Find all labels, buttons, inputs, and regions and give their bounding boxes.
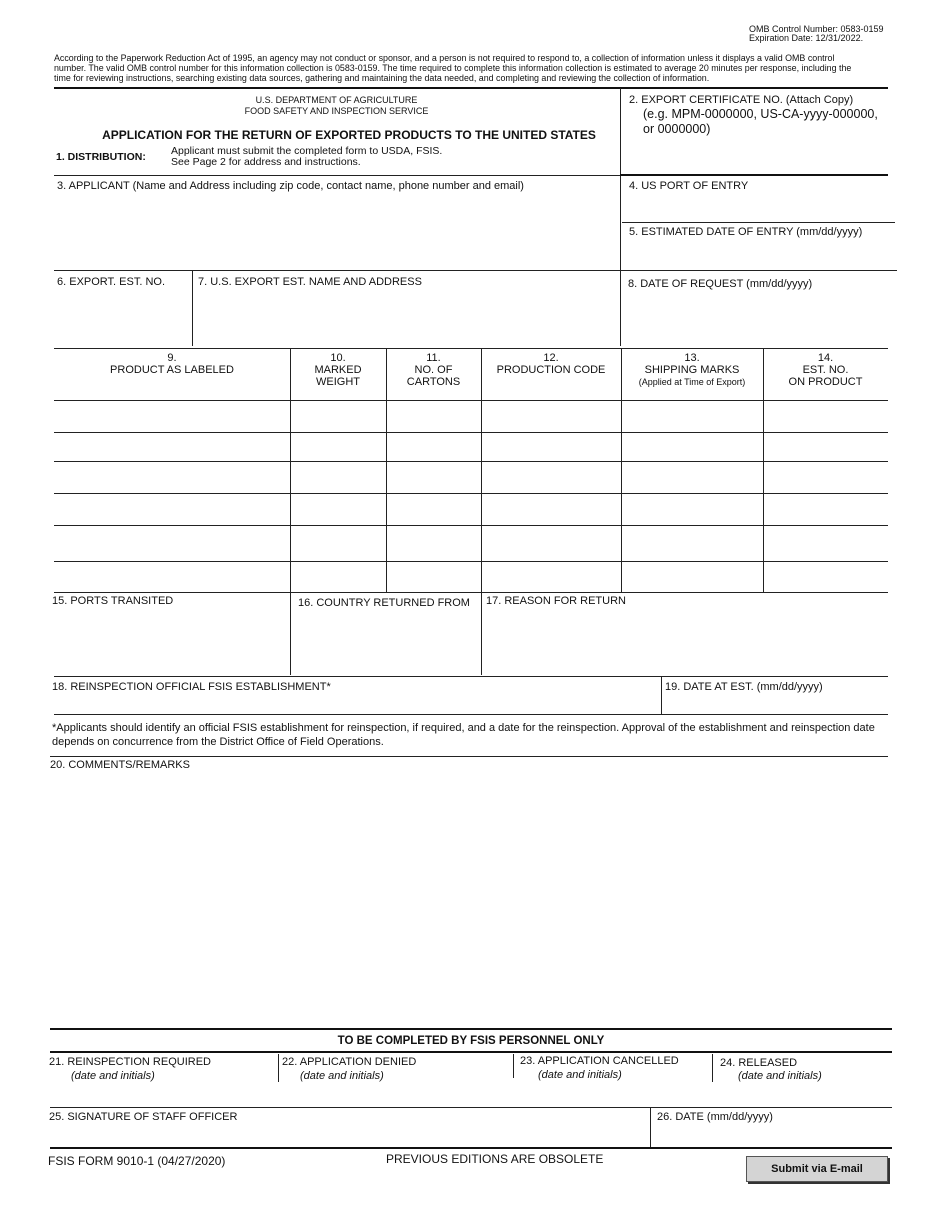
export-certificate-input[interactable]	[625, 140, 889, 172]
reason-for-return-label: 17. REASON FOR RETURN	[486, 595, 626, 607]
table-cell-shipping-marks[interactable]	[625, 564, 763, 591]
application-cancelled-hint: (date and initials)	[538, 1069, 622, 1081]
divider-row-18	[54, 676, 888, 677]
row-line	[54, 592, 888, 593]
header-line-1: NO. OF	[414, 364, 453, 376]
col-line	[763, 348, 764, 593]
table-cell-product[interactable]	[58, 403, 290, 431]
row-line	[54, 432, 888, 433]
divider-16-17	[481, 593, 482, 675]
divider-row-25	[50, 1107, 892, 1108]
omb-control-number: OMB Control Number: 0583-0159	[749, 24, 884, 34]
table-cell-marked-weight[interactable]	[294, 464, 386, 492]
table-cell-product[interactable]	[58, 496, 290, 524]
fsis-section-top	[50, 1028, 892, 1030]
table-cell-marked-weight[interactable]	[294, 496, 386, 524]
expiration-date: Expiration Date: 12/31/2022.	[749, 33, 864, 43]
divider-footnote	[54, 714, 888, 715]
obsolete-notice: PREVIOUS EDITIONS ARE OBSOLETE	[386, 1152, 604, 1166]
table-cell-marked-weight[interactable]	[294, 403, 386, 431]
application-denied-input[interactable]	[282, 1085, 511, 1105]
application-denied-hint: (date and initials)	[300, 1070, 384, 1082]
table-cell-cartons[interactable]	[390, 528, 481, 560]
export-certificate-hint-2: or 0000000)	[643, 122, 711, 136]
dept-name: U.S. DEPARTMENT OF AGRICULTURE	[255, 95, 418, 105]
col-line	[621, 348, 622, 593]
table-cell-est-no[interactable]	[767, 496, 888, 524]
applicant-label: 3. APPLICANT (Name and Address including zip code, contact name, phone number and email)	[57, 180, 524, 192]
distribution-label: 1. DISTRIBUTION:	[56, 151, 146, 163]
header-line-1: PRODUCTION CODE	[496, 364, 606, 376]
header-line-2: CARTONS	[406, 376, 461, 388]
fsis-section-title: TO BE COMPLETED BY FSIS PERSONNEL ONLY	[337, 1035, 605, 1047]
table-cell-production-code[interactable]	[485, 464, 621, 492]
table-cell-production-code[interactable]	[485, 435, 621, 460]
divider-15-16	[290, 593, 291, 675]
row-line	[54, 525, 888, 526]
export-certificate-hint-1: (e.g. MPM-0000000, US-CA-yyyy-000000,	[643, 107, 878, 121]
country-returned-input[interactable]	[296, 615, 480, 641]
row-line	[54, 461, 888, 462]
header-line-2: WEIGHT	[316, 376, 360, 388]
released-label: 24. RELEASED	[720, 1057, 798, 1069]
reason-for-return-input[interactable]	[486, 612, 888, 674]
date-at-est-label: 19. DATE AT EST. (mm/dd/yyyy)	[665, 681, 823, 693]
table-header-product	[54, 350, 290, 400]
header-line-1: MARKED	[314, 364, 362, 376]
header-line-1: EST. NO.	[802, 364, 849, 376]
application-cancelled-input[interactable]	[518, 1085, 712, 1105]
export-est-name-input[interactable]	[198, 292, 618, 346]
staff-date-label: 26. DATE (mm/dd/yyyy)	[657, 1111, 773, 1123]
table-header-production-code	[481, 350, 621, 400]
table-cell-cartons[interactable]	[390, 435, 481, 460]
comments-input[interactable]	[50, 776, 890, 1024]
table-cell-shipping-marks[interactable]	[625, 464, 763, 492]
divider-row-6	[54, 270, 897, 271]
applicant-input[interactable]	[57, 196, 619, 270]
table-cell-cartons[interactable]	[390, 496, 481, 524]
header-line-2: (Applied at Time of Export)	[638, 377, 746, 387]
ports-transited-label: 15. PORTS TRANSITED	[52, 595, 174, 607]
application-denied-label: 22. APPLICATION DENIED	[282, 1056, 417, 1068]
table-header-shipping-marks	[621, 350, 763, 400]
submit-via-email-button[interactable]: Submit via E-mail	[746, 1156, 888, 1182]
signature-input[interactable]	[49, 1126, 648, 1146]
reinspection-required-label: 21. REINSPECTION REQUIRED	[49, 1056, 211, 1068]
table-cell-shipping-marks[interactable]	[625, 528, 763, 560]
divider-6-7	[192, 271, 193, 346]
export-est-name-label: 7. U.S. EXPORT EST. NAME AND ADDRESS	[198, 276, 422, 288]
table-cell-marked-weight[interactable]	[294, 564, 386, 591]
export-certificate-label: 2. EXPORT CERTIFICATE NO. (Attach Copy)	[629, 94, 854, 106]
country-returned-label: 16. COUNTRY RETURNED FROM	[298, 597, 470, 609]
released-input[interactable]	[718, 1085, 892, 1105]
row-line	[54, 400, 888, 401]
date-of-request-input[interactable]	[625, 296, 891, 322]
distribution-line-2: See Page 2 for address and instructions.	[171, 156, 361, 168]
table-cell-product[interactable]	[58, 528, 290, 560]
divider-comments	[50, 756, 888, 757]
comments-label: 20. COMMENTS/REMARKS	[50, 759, 190, 771]
released-hint: (date and initials)	[738, 1070, 822, 1082]
header-num: 11.	[426, 352, 441, 364]
table-cell-cartons[interactable]	[390, 464, 481, 492]
signature-label: 25. SIGNATURE OF STAFF OFFICER	[49, 1111, 238, 1123]
form-title: APPLICATION FOR THE RETURN OF EXPORTED PRODUCTS TO THE UNITED STATES	[102, 128, 596, 142]
form-top-border	[54, 87, 888, 89]
divider-23-24	[712, 1054, 713, 1082]
table-cell-est-no[interactable]	[767, 564, 888, 591]
divider-18-19	[661, 676, 662, 714]
fsis-title-underline	[50, 1051, 892, 1053]
table-cell-product[interactable]	[58, 435, 290, 460]
table-header-marked-weight	[290, 350, 386, 400]
header-num: 9.	[167, 352, 177, 364]
header-line-2: ON PRODUCT	[788, 376, 863, 388]
header-num: 10.	[330, 352, 346, 364]
date-of-request-label: 8. DATE OF REQUEST (mm/dd/yyyy)	[628, 278, 813, 290]
row-line	[54, 561, 888, 562]
table-header-cartons	[386, 350, 481, 400]
table-cell-shipping-marks[interactable]	[625, 435, 763, 460]
export-est-no-label: 6. EXPORT. EST. NO.	[57, 276, 165, 288]
date-at-est-input[interactable]	[665, 696, 889, 714]
table-cell-cartons[interactable]	[390, 403, 481, 431]
estimated-entry-date-label: 5. ESTIMATED DATE OF ENTRY (mm/dd/yyyy)	[629, 226, 863, 238]
table-cell-production-code[interactable]	[485, 564, 621, 591]
form-number: FSIS FORM 9010-1 (04/27/2020)	[48, 1154, 226, 1168]
table-cell-est-no[interactable]	[767, 435, 888, 460]
reinspection-establishment-input[interactable]	[52, 696, 656, 714]
table-header-est-no	[763, 350, 888, 400]
table-cell-product[interactable]	[58, 464, 290, 492]
distribution-line-1: Applicant must submit the completed form to USDA, FSIS.	[171, 145, 443, 157]
table-cell-marked-weight[interactable]	[294, 528, 386, 560]
col-line	[386, 348, 387, 593]
divider-21-22	[278, 1054, 279, 1082]
table-cell-est-no[interactable]	[767, 403, 888, 431]
port-of-entry-label: 4. US PORT OF ENTRY	[629, 180, 749, 192]
header-num: 14.	[817, 352, 834, 364]
row-line	[54, 493, 888, 494]
table-cell-shipping-marks[interactable]	[625, 496, 763, 524]
header-line-1: SHIPPING MARKS	[644, 364, 740, 376]
footnote-line-2: depends on concurrence from the District Office of Field Operations.	[52, 736, 384, 748]
divider-25-26	[650, 1107, 651, 1147]
port-of-entry-input[interactable]	[625, 196, 891, 222]
header-num: 12.	[543, 352, 559, 364]
table-cell-est-no[interactable]	[767, 528, 888, 560]
export-est-no-input[interactable]	[57, 300, 191, 342]
table-cell-est-no[interactable]	[767, 464, 888, 492]
reinspection-required-input[interactable]	[49, 1085, 278, 1105]
table-cell-product[interactable]	[58, 564, 290, 591]
col-line	[481, 348, 482, 593]
right-column-divider	[620, 88, 621, 346]
table-cell-marked-weight[interactable]	[294, 435, 386, 460]
table-cell-production-code[interactable]	[485, 528, 621, 560]
divider-22-23	[513, 1054, 514, 1078]
application-cancelled-label: 23. APPLICATION CANCELLED	[520, 1055, 679, 1067]
reinspection-establishment-label: 18. REINSPECTION OFFICIAL FSIS ESTABLISHMENT*	[52, 681, 331, 693]
col-line	[290, 348, 291, 593]
paperwork-notice-line-2: number. The valid OMB control number for this information collection is 0583-0159. The time required to complete this information collection is estimated to average 20 minutes per response, including the	[54, 63, 852, 73]
reinspection-required-hint: (date and initials)	[71, 1070, 155, 1082]
paperwork-notice-line-1: According to the Paperwork Reduction Act of 1995, an agency may not conduct or sponsor, and a person is not required to respond to, a collection of information unless it displays a valid OMB control	[54, 53, 835, 63]
staff-date-input[interactable]	[657, 1126, 891, 1146]
ports-transited-input[interactable]	[52, 612, 290, 674]
estimated-entry-date-input[interactable]	[625, 242, 891, 268]
header-line-1: PRODUCT AS LABELED	[110, 364, 234, 376]
paperwork-notice-line-3: time for reviewing instructions, searching existing data sources, gathering and maintaining the data needed, and completing and reviewing the collection of information.	[54, 73, 710, 83]
service-name: FOOD SAFETY AND INSPECTION SERVICE	[244, 106, 429, 116]
table-cell-production-code[interactable]	[485, 403, 621, 431]
divider-row-3	[54, 175, 620, 176]
table-cell-cartons[interactable]	[390, 564, 481, 591]
divider-field-5	[622, 222, 895, 223]
fsis-section-bottom	[50, 1147, 892, 1149]
table-cell-production-code[interactable]	[485, 496, 621, 524]
table-cell-shipping-marks[interactable]	[625, 403, 763, 431]
header-num: 13.	[684, 352, 700, 364]
divider-row-4-thick	[620, 174, 888, 176]
footnote-line-1: *Applicants should identify an official FSIS establishment for reinspection, if required, and a date for the reinspection. Approval of the establishment and reinspection date	[52, 722, 875, 734]
